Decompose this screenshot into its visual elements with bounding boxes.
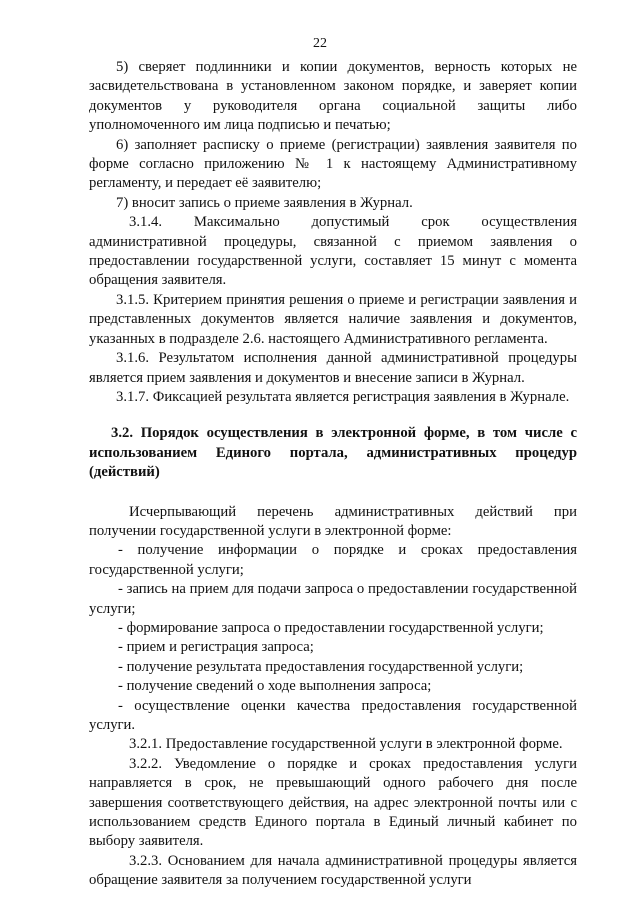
paragraph-3-2-1: 3.2.1. Предоставление государственной услуги в электронной форме. xyxy=(129,736,563,753)
paragraph-3-1-6: 3.1.6. Результатом исполнения данной административной процедуры является прием заявления и документов и внесение записи в Журнал. xyxy=(89,350,577,386)
paragraph-3-2-3: 3.2.3. Основанием для начала административной процедуры является обращение заявителя за получением государственной услуги xyxy=(89,852,577,889)
page-number: 22 xyxy=(313,36,327,51)
list-item-result: - получение результата предоставления государственной услуги; xyxy=(118,658,524,675)
list-item-info: - получение информации о порядке и сроках предоставления государственной услуги; xyxy=(89,542,577,578)
paragraph-3-1-5: 3.1.5. Критерием принятия решения о приеме и регистрации заявления и представленных документов является наличие заявления и документов, указанных в подразделе 2.6. настоящего Административного регламента. xyxy=(89,291,577,347)
list-item-status: - получение сведений о ходе выполнения запроса; xyxy=(118,678,432,695)
document-body xyxy=(89,58,577,891)
list-item-appointment: - запись на прием для подачи запроса о предоставлении государственной услуги; xyxy=(89,581,577,617)
list-item-quality: - осуществление оценки качества предоставления государственной услуги. xyxy=(89,697,577,733)
list-item-request-forming: - формирование запроса о предоставлении государственной услуги; xyxy=(118,619,544,636)
paragraph-3-1-7: 3.1.7. Фиксацией результата является регистрация заявления в Журнале. xyxy=(116,388,570,405)
paragraph-3-1-4: 3.1.4. Максимально допустимый срок осуществления административной процедуры, связанной с приемом заявления о предоставлении государственной услуги, составляет 15 минут с момента обращения заявителя. xyxy=(89,214,577,289)
paragraph-actions-intro: Исчерпывающий перечень административных действий при получении государственной услуги в электронной форме: xyxy=(89,503,577,539)
paragraph-item-7: 7) вносит запись о приеме заявления в Журнал. xyxy=(116,194,413,211)
section-heading: 3.2. Порядок осуществления в электронной форме, в том числе с использованием Единого портала, административных процедур (действий) xyxy=(89,425,577,481)
list-item-request-registration: - прием и регистрация запроса; xyxy=(118,639,314,656)
paragraph-item-5: 5) сверяет подлинники и копии документов, верность которых не засвидетельствована в установленном законом порядке, и заверяет копии документов у руководителя органа социальной защиты либо уполномоченного им лица подписью и печатью; xyxy=(89,59,577,134)
paragraph-3-2-2: 3.2.2. Уведомление о порядке и сроках предоставления услуги направляется в срок, не превышающий одного рабочего дня после завершения соответствующего действия, на адрес электронной почты или с использованием средств Единого портала в Единый личный кабинет по выбору заявителя. xyxy=(89,755,577,850)
paragraph-item-6: 6) заполняет расписку о приеме (регистрации) заявления заявителя по форме согласно приложению № 1 к настоящему Административному регламенту, и передает её заявителю; xyxy=(89,136,577,192)
